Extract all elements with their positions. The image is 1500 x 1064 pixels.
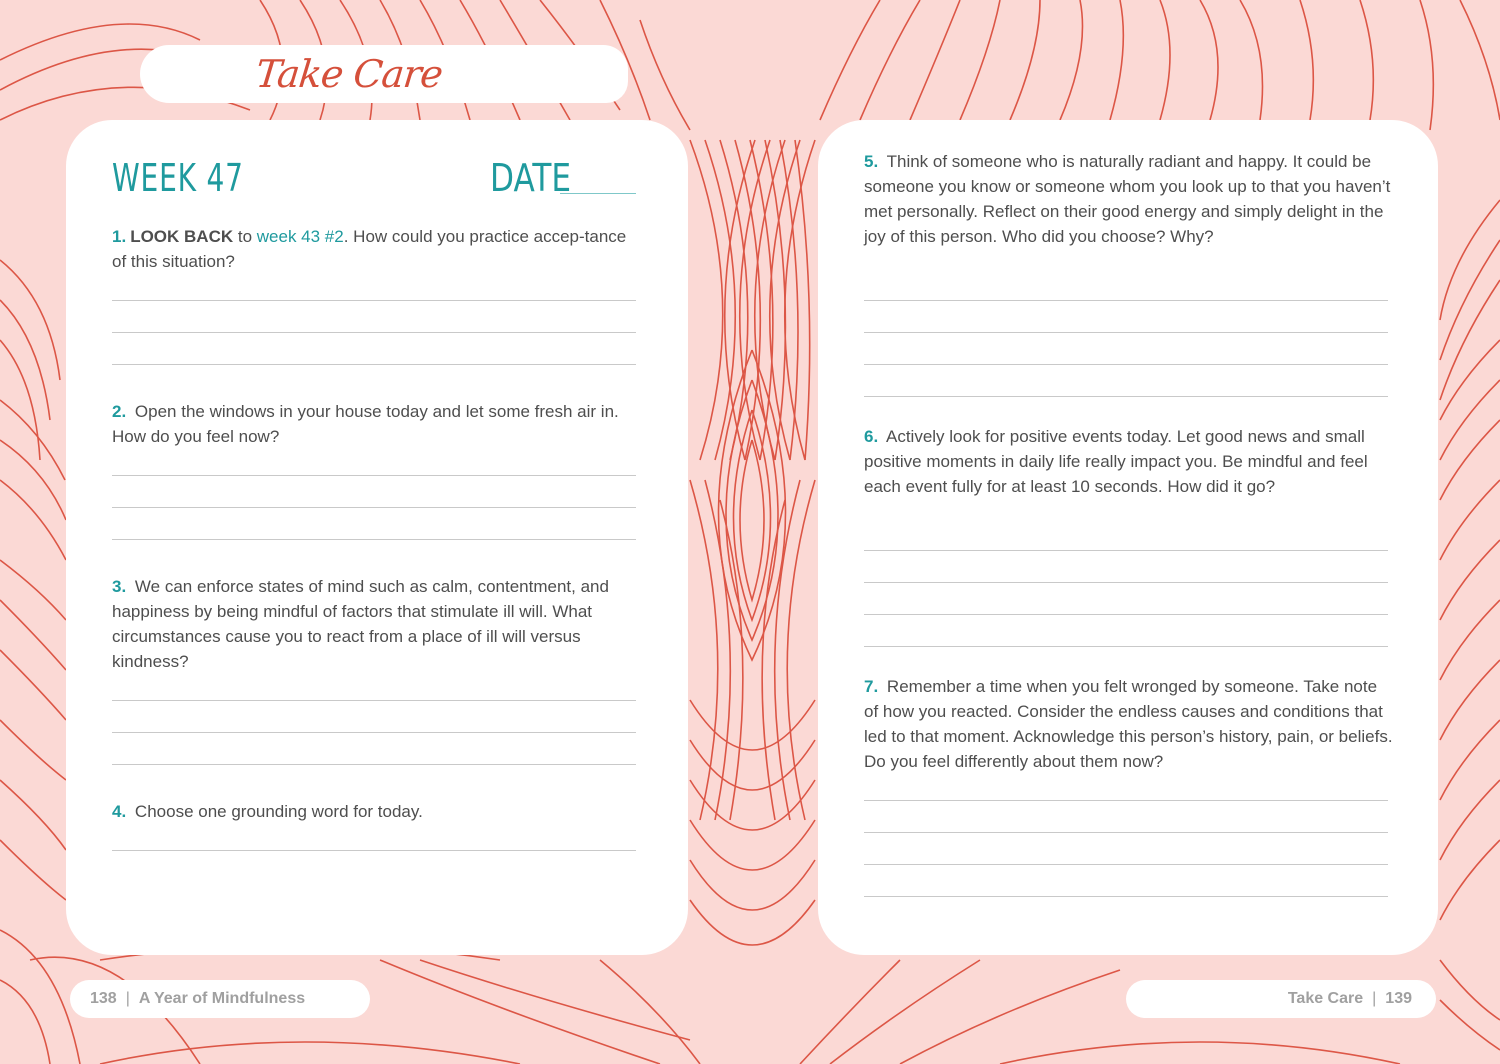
question-4 — [112, 799, 642, 824]
question-6 — [864, 424, 1394, 499]
question-text: . How could you practice accep-tance of this situation? — [112, 227, 627, 271]
answer-line[interactable] — [112, 475, 636, 476]
page-number: 139 — [1385, 990, 1412, 1007]
question-text: Think of someone who is naturally radiant and happy. It could be someone you know or someone whom you look up to that you haven’t met personally. Reflect on their good energy and simply delight in the joy of this person. Who did you choose? Why? — [864, 152, 1391, 246]
question-number: 7. — [864, 677, 879, 696]
look-back-keyword: LOOK BACK — [130, 227, 234, 246]
answer-line[interactable] — [864, 832, 1388, 833]
answer-line[interactable] — [864, 896, 1388, 897]
question-number: 6. — [864, 427, 879, 446]
question-number: 2. — [112, 402, 127, 421]
answer-line[interactable] — [864, 332, 1388, 333]
answer-line[interactable] — [112, 332, 636, 333]
question-number: 5. — [864, 152, 879, 171]
answer-line[interactable] — [864, 396, 1388, 397]
question-2 — [112, 399, 642, 449]
chapter-name: Take Care — [1287, 990, 1364, 1007]
answer-line[interactable] — [112, 539, 636, 540]
question-3 — [112, 574, 642, 674]
question-text: Remember a time when you felt wronged by someone. Take note of how you reacted. Consider the endless causes and conditions that led to that moment. Acknowledge this person’s history, pain, or beliefs. Do you feel differently about them now? — [864, 677, 1393, 771]
question-number: 4. — [112, 802, 127, 821]
book-title: A Year of Mindfulness — [138, 990, 306, 1007]
week-reference-link[interactable]: week 43 #2 — [256, 227, 344, 246]
answer-line[interactable] — [864, 300, 1388, 301]
date-blank-line[interactable] — [560, 192, 636, 194]
answer-line[interactable] — [112, 364, 636, 365]
answer-line[interactable] — [864, 550, 1388, 551]
question-text: to — [233, 227, 257, 246]
question-text: Actively look for positive events today. Let good news and small positive moments in daily life really impact you. Be mindful and feel each event fully for at least 10 seconds. How did it go? — [864, 427, 1368, 496]
page-number: 138 — [90, 990, 117, 1007]
footer-separator: | — [125, 990, 130, 1007]
question-text: Open the windows in your house today and let some fresh air in. How do you feel now? — [112, 402, 619, 446]
answer-line[interactable] — [112, 700, 636, 701]
footer-separator: | — [1372, 990, 1377, 1007]
week-label: WEEK 47 — [112, 156, 244, 200]
question-text: Choose one grounding word for today. — [134, 802, 423, 821]
left-page-footer — [70, 980, 370, 1018]
answer-line[interactable] — [864, 646, 1388, 647]
question-7 — [864, 674, 1394, 774]
question-number: 1. — [112, 227, 127, 246]
answer-line[interactable] — [112, 732, 636, 733]
question-5 — [864, 149, 1394, 249]
right-page-footer — [1126, 980, 1436, 1018]
question-1 — [112, 224, 642, 274]
answer-line[interactable] — [112, 850, 636, 851]
date-label: DATE — [490, 156, 572, 200]
answer-line[interactable] — [864, 864, 1388, 865]
answer-line[interactable] — [112, 764, 636, 765]
right-page-panel — [818, 120, 1438, 955]
answer-line[interactable] — [864, 582, 1388, 583]
left-page-panel — [66, 120, 688, 955]
answer-line[interactable] — [112, 300, 636, 301]
answer-line[interactable] — [864, 800, 1388, 801]
date-field[interactable] — [490, 156, 636, 200]
answer-line[interactable] — [112, 507, 636, 508]
chapter-title: Take Care — [253, 52, 445, 96]
answer-line[interactable] — [864, 364, 1388, 365]
answer-line[interactable] — [864, 614, 1388, 615]
chapter-title-banner — [140, 45, 628, 103]
question-text: We can enforce states of mind such as calm, contentment, and happiness by being mindful of factors that stimulate ill will. What circumstances cause you to react from a place of ill will versus kindness? — [112, 577, 609, 671]
question-number: 3. — [112, 577, 127, 596]
